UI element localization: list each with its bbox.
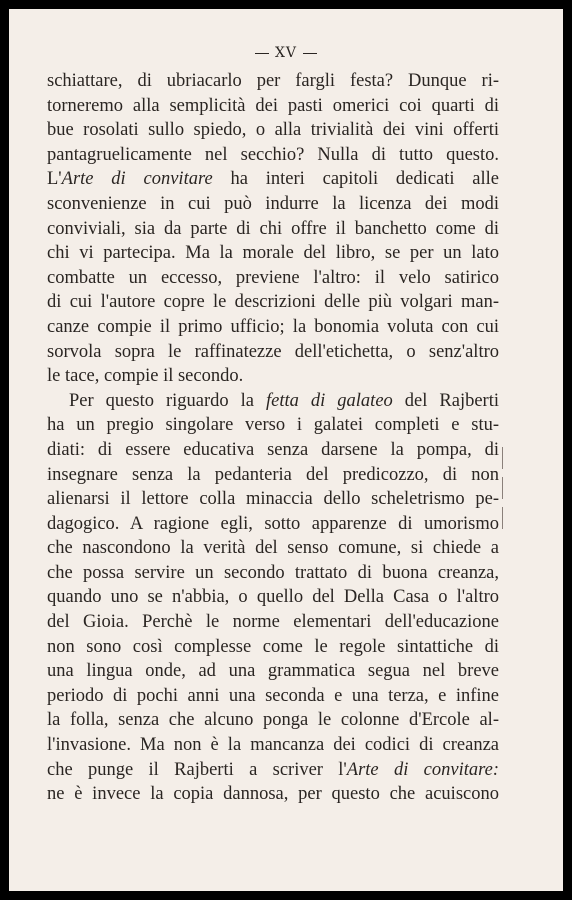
- text-line: [47, 266, 499, 291]
- text-line: [47, 340, 499, 365]
- text-line: [47, 758, 499, 783]
- text-line: [47, 192, 499, 217]
- text-segment: combatte un eccesso, previene l'altro: il velo satirico: [47, 267, 499, 288]
- text-segment: chi vi partecipa. Ma la morale del libro, se per un lato: [47, 243, 499, 264]
- text-segment: del Gioia. Perchè le norme elementari dell'educazione: [47, 612, 499, 633]
- text-segment: alienarsi il lettore colla minaccia dello scheletrismo pe-: [47, 489, 499, 510]
- text-segment: dagogico. A ragione egli, sotto apparenze di umorismo: [47, 513, 499, 534]
- text-line: [47, 536, 499, 561]
- text-line: [47, 69, 499, 94]
- text-line: [47, 438, 499, 463]
- text-line: [47, 684, 499, 709]
- text-segment: che punge il Rajberti a scriver l': [47, 759, 347, 780]
- text-segment: le tace, compie il secondo.: [47, 366, 244, 387]
- text-segment: L': [47, 169, 62, 190]
- text-line: [47, 118, 499, 143]
- text-segment: sconvenienze in cui può indurre la licenza dei modi: [47, 193, 499, 214]
- text-line: [47, 241, 499, 266]
- text-line: [47, 610, 499, 635]
- text-segment: che possa servire un secondo trattato di buona creanza,: [47, 562, 499, 583]
- text-line: [47, 561, 499, 586]
- text-segment: torneremo alla semplicità dei pasti omerici coi quarti di: [47, 95, 499, 116]
- text-segment: Per questo riguardo la: [69, 390, 267, 411]
- text-segment: diati: di essere educativa senza darsene la pompa, di: [47, 439, 499, 460]
- page-number-header: [9, 45, 563, 61]
- text-segment: ha interi capitoli dedicati alle: [212, 169, 499, 190]
- text-line: [47, 364, 499, 389]
- text-segment: non sono così complesse come le regole sintattiche di: [47, 636, 499, 657]
- header-dash-left: [255, 53, 269, 54]
- text-line: [47, 94, 499, 119]
- text-segment: l'invasione. Ma non è la mancanza dei codici di creanza: [47, 735, 499, 756]
- text-line: [47, 635, 499, 660]
- text-segment: schiattare, di ubriacarlo per fargli festa? Dunque ri-: [47, 71, 499, 91]
- text-line: [47, 167, 499, 192]
- text-segment: quando uno se n'abbia, o quello del Della Casa o l'altro: [47, 587, 499, 608]
- text-segment: conviviali, sia da parte di chi offre il banchetto come di: [47, 218, 499, 239]
- text-segment: bue rosolati sullo spiedo, o alla trivialità dei vini offerti: [47, 120, 499, 141]
- text-line: [47, 782, 499, 807]
- text-line: [47, 659, 499, 684]
- italic-title: Arte di convitare:: [346, 759, 500, 780]
- text-line: [47, 290, 499, 315]
- text-segment: che nascondono la verità del senso comune, si chiede a: [47, 538, 499, 559]
- text-segment: ne è invece la copia dannosa, per questo che acuiscono: [47, 784, 499, 805]
- paragraph: [47, 389, 499, 807]
- paragraph: [47, 69, 499, 389]
- text-line: [47, 463, 499, 488]
- text-segment: del Rajberti: [392, 390, 499, 411]
- text-segment: pantagruelicamente nel secchio? Nulla di tutto questo.: [47, 144, 499, 165]
- body-text: [47, 69, 499, 807]
- text-line: [47, 708, 499, 733]
- text-line: [47, 143, 499, 168]
- text-segment: periodo di pochi anni una seconda e una terza, e infine: [47, 685, 499, 706]
- text-segment: di cui l'autore copre le descrizioni delle più volgari man-: [47, 292, 499, 313]
- text-segment: la folla, senza che alcuno ponga le colonne d'Ercole al-: [47, 710, 499, 731]
- text-line: [47, 733, 499, 758]
- text-line: [47, 512, 499, 537]
- text-line: [47, 413, 499, 438]
- italic-title: Arte di convitare: [61, 169, 213, 190]
- italic-title: fetta di galateo: [266, 390, 393, 411]
- text-segment: una lingua onde, ad una grammatica segua nel breve: [47, 661, 499, 682]
- text-segment: sorvola sopra le raffinatezze dell'etichetta, o senz'altro: [47, 341, 499, 362]
- text-line: [47, 389, 499, 414]
- text-segment: canze compie il primo ufficio; la bonomia voluta con cui: [47, 316, 499, 337]
- text-line: [47, 585, 499, 610]
- text-line: [47, 217, 499, 242]
- page-number: XV: [274, 45, 298, 61]
- header-dash-right: [303, 53, 317, 54]
- margin-pencil-marks: [502, 447, 506, 527]
- text-line: [47, 315, 499, 340]
- book-page: [9, 9, 563, 891]
- text-segment: ha un pregio singolare verso i galatei completi e stu-: [47, 415, 499, 436]
- text-line: [47, 487, 499, 512]
- text-segment: insegnare senza la pedanteria del predicozzo, di non: [47, 464, 499, 485]
